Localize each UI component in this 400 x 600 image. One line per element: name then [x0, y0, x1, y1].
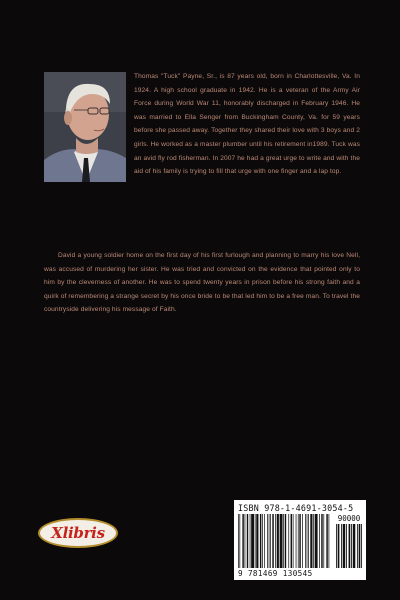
barcode-bar — [275, 514, 276, 568]
barcode-box — [234, 500, 366, 580]
barcode-bar — [283, 514, 284, 568]
barcode-bar — [351, 524, 352, 568]
barcode-bar — [307, 514, 308, 568]
barcode-bar — [323, 514, 324, 568]
barcode-bar — [357, 524, 358, 568]
barcode-bar — [242, 514, 243, 568]
barcode-bar — [346, 524, 347, 568]
barcode-bar — [238, 514, 239, 568]
barcode-bar — [313, 514, 314, 568]
publisher-logo-text: Xlibris — [51, 524, 105, 542]
barcode-bar — [250, 514, 251, 568]
barcode-bar — [269, 514, 270, 568]
barcode-bar — [293, 514, 294, 568]
barcode-bar — [255, 514, 256, 568]
barcode-bar — [272, 514, 273, 568]
barcode-bar — [359, 524, 361, 568]
barcode-bar — [302, 514, 303, 568]
barcode-bar — [308, 514, 309, 568]
barcode-bar — [251, 514, 254, 568]
barcode-bar — [256, 514, 258, 568]
book-synopsis: David a young soldier home on the first day of his first furlough and planning to marry his love Nell, was accused of murdering her sister. He was tried and convicted on the evidence that pointed only to him by the cleverness of another. He was to spend twenty years in prison before his strong faith and a quirk of remembering a strange secret by his once bride to be that led him to be a free man. To travel the countryside delivering his message of Faith. — [44, 252, 360, 314]
barcode-bar — [305, 514, 306, 568]
barcode-bar — [349, 524, 351, 568]
barcode-bar — [343, 524, 346, 568]
barcode-bar — [315, 514, 318, 568]
barcode-bar — [247, 514, 248, 568]
barcode-bar — [277, 514, 279, 568]
publisher-logo — [38, 518, 118, 548]
barcode-bar — [260, 514, 261, 568]
ean-number: 9 781469 130545 — [238, 569, 313, 578]
author-bio — [44, 70, 360, 188]
barcode-bar — [267, 514, 268, 568]
barcode-bar — [336, 524, 337, 568]
barcode-bar — [270, 514, 271, 568]
barcode-bar — [280, 514, 283, 568]
barcode-bar — [326, 514, 327, 568]
barcode-bar — [288, 514, 289, 568]
barcode-bar — [319, 514, 320, 568]
barcode-bar — [298, 514, 299, 568]
barcode-bar — [296, 514, 297, 568]
barcode-bar — [262, 514, 263, 568]
barcode-bar — [299, 514, 300, 568]
photo-spacer — [44, 70, 134, 188]
barcode-bar — [264, 514, 265, 568]
barcode-bar — [361, 524, 362, 568]
barcode-bar — [329, 514, 330, 568]
barcode-bar — [338, 524, 340, 568]
price-addon-number: 90000 — [337, 514, 361, 523]
barcode-addon-bars — [336, 524, 362, 568]
barcode-bar — [285, 514, 286, 568]
barcode-bar — [341, 524, 342, 568]
barcode-bar — [353, 524, 356, 568]
barcode-main-bars — [238, 514, 330, 568]
barcode-bars-row — [238, 514, 362, 568]
barcode-bar — [310, 514, 312, 568]
author-bio-text: Thomas "Tuck" Payne, Sr., is 87 years old, born in Charlottesville, Va. In 1924. A high school graduate in 1942. He is a veteran of the Army Air Force during World War 11, honorably discharged in February 1946. He was married to Ella Senger from Buckingham County, Va. for 59 years before she passed away. Together they shared their love with 3 boys and 2 girls. He worked as a master plumber until his retirement in1989. Tuck was an avid fly rod fisherman. In 2007 he had a great urge to write and with the aid of his family is trying to fill that urge with one finger and a lap top. — [134, 73, 360, 176]
barcode-bar — [291, 514, 292, 568]
isbn-label: ISBN 978-1-4691-3054-5 — [238, 503, 354, 513]
barcode-bar — [245, 514, 246, 568]
barcode-bar — [321, 514, 322, 568]
barcode-bar — [239, 514, 240, 568]
